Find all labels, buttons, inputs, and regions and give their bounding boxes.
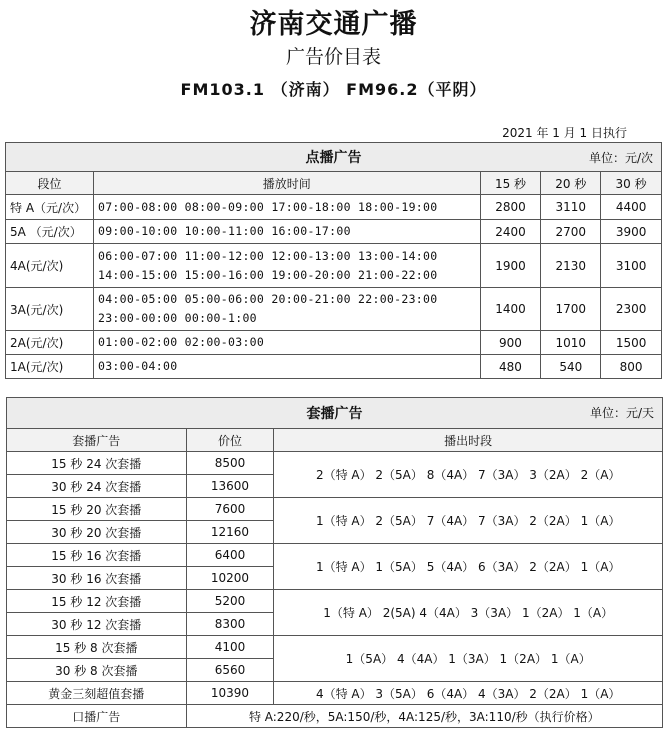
- oral-ad-name: 口播广告: [7, 705, 187, 728]
- table-row: [7, 682, 663, 705]
- package-name: 15 秒 12 次套播: [7, 590, 187, 613]
- price-20s: 1700: [541, 288, 601, 331]
- col-header-15s: 15 秒: [480, 172, 541, 195]
- package-name: 30 秒 8 次套播: [7, 659, 187, 682]
- col-header-level: 段位: [6, 172, 94, 195]
- oral-ad-desc: 特 A:220/秒，5A:150/秒，4A:125/秒，3A:110/秒（执行价格）: [186, 705, 662, 728]
- price-20s: 2700: [541, 220, 601, 244]
- price-20s: 3110: [541, 195, 601, 220]
- effective-date: 2021 年 1 月 1 日执行: [502, 126, 627, 140]
- package-slots: 1（特 A） 2（5A） 7（4A） 7（3A） 2（2A） 1（A）: [274, 498, 663, 544]
- table-row: [7, 590, 663, 613]
- time-line: 06:00-07:00 11:00-12:00 12:00-13:00 13:00-14:00: [97, 248, 438, 263]
- package-name: 15 秒 24 次套播: [7, 452, 187, 475]
- package-slots: 2（特 A） 2（5A） 8（4A） 7（3A） 3（2A） 2（A）: [274, 452, 663, 498]
- col-header-slots: 播出时段: [274, 429, 663, 452]
- price-30s: 1500: [601, 331, 662, 355]
- price-30s: 4400: [601, 195, 662, 220]
- col-header-time: 播放时间: [93, 172, 480, 195]
- price-20s: 1010: [541, 331, 601, 355]
- package-name: 30 秒 20 次套播: [7, 521, 187, 544]
- price-15s: 480: [480, 355, 541, 379]
- time-line: 03:00-04:00: [97, 359, 178, 373]
- table-row: [6, 244, 662, 288]
- col-header-package: 套播广告: [7, 429, 187, 452]
- price-15s: 2800: [480, 195, 541, 220]
- price-15s: 1900: [480, 244, 541, 288]
- package-price: 6560: [186, 659, 274, 682]
- table-row: [6, 331, 662, 355]
- time-cell: [93, 220, 480, 244]
- package-name: 15 秒 20 次套播: [7, 498, 187, 521]
- time-line: 23:00-00:00 00:00-1:00: [97, 311, 257, 325]
- package-name: 15 秒 8 次套播: [7, 636, 187, 659]
- frequency-line: FM103.1 （济南） FM96.2（平阴）: [180, 80, 487, 99]
- time-line: 04:00-05:00 05:00-06:00 20:00-21:00 22:00-23:00: [97, 292, 438, 306]
- table-row: [6, 355, 662, 379]
- time-line: 01:00-02:00 02:00-03:00: [97, 335, 265, 349]
- package-section-title: 套播广告: [306, 406, 363, 422]
- table-row: [6, 195, 662, 220]
- package-name: 黄金三刻超值套播: [7, 682, 187, 705]
- spot-ad-table: [5, 142, 662, 379]
- price-30s: 2300: [601, 288, 662, 331]
- col-header-30s: 30 秒: [601, 172, 662, 195]
- package-slots: 1（特 A） 2(5A) 4（4A） 3（3A） 1（2A） 1（A）: [274, 590, 663, 636]
- time-cell: [93, 195, 480, 220]
- package-slots: 1（特 A） 1（5A） 5（4A） 6（3A） 2（2A） 1（A）: [274, 544, 663, 590]
- package-slots: 1（5A） 4（4A） 1（3A） 1（2A） 1（A）: [274, 636, 663, 682]
- level-cell: 特 A（元/次）: [6, 195, 94, 220]
- col-header-20s: 20 秒: [541, 172, 601, 195]
- package-price: 10390: [186, 682, 274, 705]
- table-row: [7, 544, 663, 567]
- package-name: 30 秒 24 次套播: [7, 475, 187, 498]
- package-price: 4100: [186, 636, 274, 659]
- package-price: 13600: [186, 475, 274, 498]
- package-unit: 单位：元/天: [589, 406, 654, 420]
- time-cell: [93, 355, 480, 379]
- package-ad-table: [6, 397, 663, 728]
- time-cell: [93, 244, 480, 288]
- page-title: 济南交通广播: [249, 9, 418, 40]
- level-cell: 4A(元/次): [6, 244, 94, 288]
- col-header-price: 价位: [186, 429, 274, 452]
- time-cell: [93, 331, 480, 355]
- page-subtitle: 广告价目表: [285, 46, 381, 68]
- spot-section-header: [6, 143, 662, 172]
- level-cell: 3A(元/次): [6, 288, 94, 331]
- package-price: 6400: [186, 544, 274, 567]
- table-row: [7, 452, 663, 475]
- price-30s: 800: [601, 355, 662, 379]
- level-cell: 1A(元/次): [6, 355, 94, 379]
- level-cell: 2A(元/次): [6, 331, 94, 355]
- spot-section-title: 点播广告: [305, 150, 362, 166]
- oral-ad-row: [7, 705, 663, 728]
- package-section-header: [7, 398, 663, 429]
- spot-unit: 单位：元/次: [588, 151, 653, 165]
- level-cell: 5A （元/次）: [6, 220, 94, 244]
- price-15s: 1400: [480, 288, 541, 331]
- price-30s: 3100: [601, 244, 662, 288]
- package-price: 12160: [186, 521, 274, 544]
- package-price: 8300: [186, 613, 274, 636]
- table-row: [7, 498, 663, 521]
- time-line: 07:00-08:00 08:00-09:00 17:00-18:00 18:00-19:00: [97, 199, 438, 214]
- price-30s: 3900: [601, 220, 662, 244]
- table-row: [6, 288, 662, 331]
- price-20s: 540: [541, 355, 601, 379]
- package-name: 15 秒 16 次套播: [7, 544, 187, 567]
- package-header-row: [7, 429, 663, 452]
- price-20s: 2130: [541, 244, 601, 288]
- spot-header-row: [6, 172, 662, 195]
- package-price: 5200: [186, 590, 274, 613]
- package-slots: 4（特 A） 3（5A） 6（4A） 4（3A） 2（2A） 1（A）: [274, 682, 663, 705]
- time-line: 14:00-15:00 15:00-16:00 19:00-20:00 21:00-22:00: [97, 267, 438, 282]
- package-price: 8500: [186, 452, 274, 475]
- price-15s: 2400: [480, 220, 541, 244]
- package-name: 30 秒 12 次套播: [7, 613, 187, 636]
- time-line: 09:00-10:00 10:00-11:00 16:00-17:00: [97, 224, 351, 238]
- package-price: 7600: [186, 498, 274, 521]
- price-15s: 900: [480, 331, 541, 355]
- table-row: [7, 636, 663, 659]
- time-cell: [93, 288, 480, 331]
- package-name: 30 秒 16 次套播: [7, 567, 187, 590]
- package-price: 10200: [186, 567, 274, 590]
- table-row: [6, 220, 662, 244]
